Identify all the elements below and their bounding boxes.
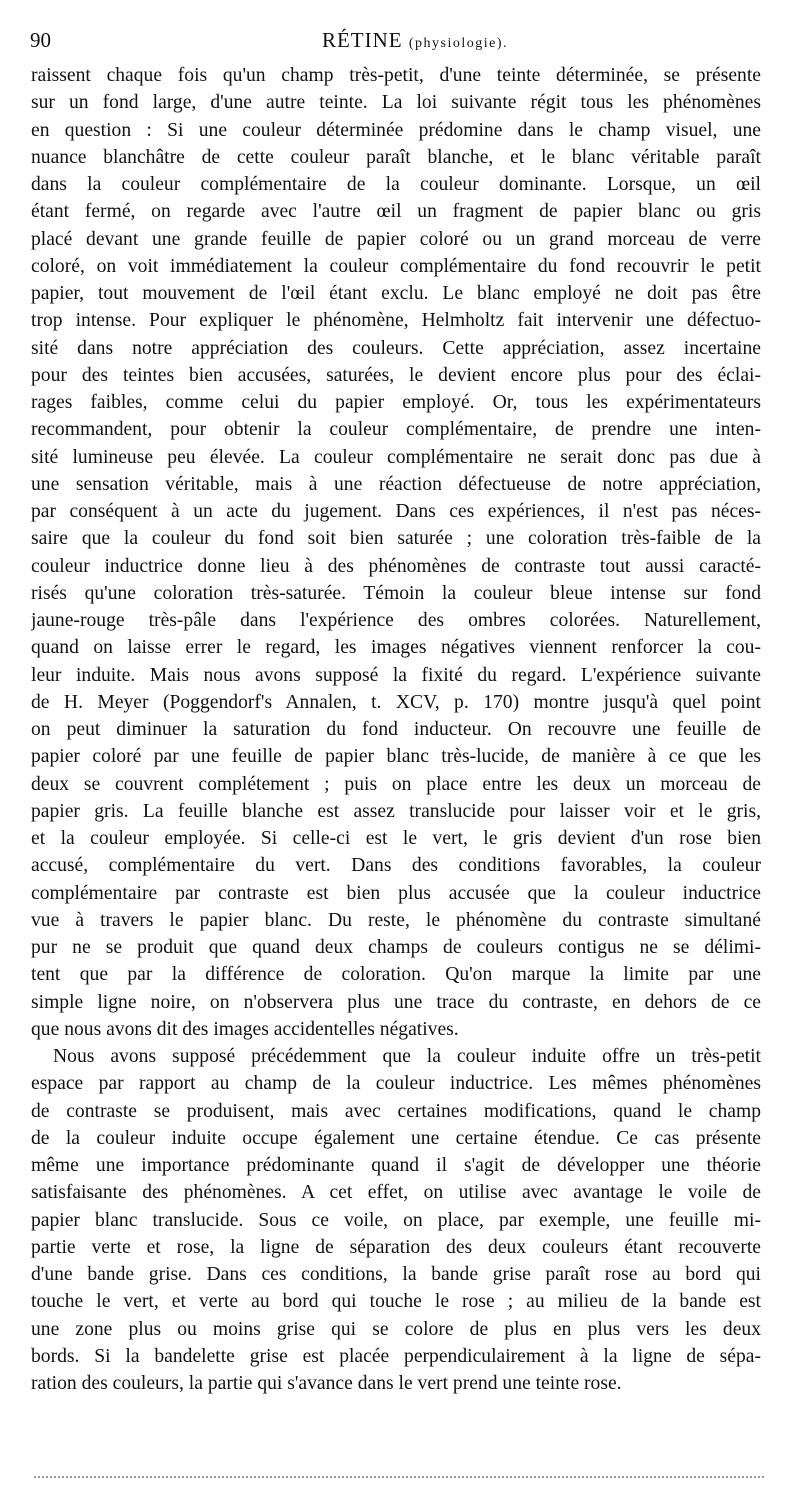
text-line: ration des couleurs, la partie qui s'avance dans le vert prend une teinte rose. (31, 1373, 622, 1394)
text-line: papier gris. La feuille blanche est assez translucide pour laisser voir et le gris, (31, 800, 761, 822)
text-line: coloré, on voit immédiatement la couleur complémentaire du fond recouvrir le petit (31, 255, 761, 277)
paragraph (31, 62, 761, 1043)
text-line: satisfaisante des phénomènes. A cet effet, on utilise avec avantage le voile de (31, 1182, 761, 1204)
text-line: tent que par la différence de coloration. Qu'on marque la limite par une (31, 964, 761, 986)
text-line: jaune-rouge très-pâle dans l'expérience des ombres colorées. Naturellement, (31, 610, 761, 631)
text-line: Nous avons supposé précédemment que la couleur induite offre un très-petit (53, 1046, 761, 1067)
text-line: pour des teintes bien accusées, saturées, le devient encore plus pour des éclai- (31, 364, 761, 386)
text-line: leur induite. Mais nous avons supposé la fixité du regard. L'expérience suivante (31, 664, 761, 686)
text-line: sité lumineuse peu élevée. La couleur complémentaire ne serait donc pas due à (31, 446, 761, 468)
text-line: quand on laisse errer le regard, les images négatives viennent renforcer la cou- (31, 637, 761, 659)
text-line: papier blanc translucide. Sous ce voile, on place, par exemple, une feuille mi- (31, 1209, 761, 1231)
running-header (0, 22, 800, 56)
text-line: par conséquent à un acte du jugement. Dans ces expériences, il n'est pas néces- (31, 501, 761, 522)
text-line: simple ligne noire, on n'observera plus une trace du contraste, en dehors de ce (31, 991, 761, 1013)
text-line: touche le vert, et verte au bord qui touche le rose ; au milieu de la bande est (31, 1291, 761, 1313)
text-line: en question : Si une couleur déterminée prédomine dans le champ visuel, une (31, 119, 761, 141)
running-title-main: RÉTINE (321, 28, 403, 52)
running-title-sub: (physiologie). (408, 36, 509, 51)
text-line: que nous avons dit des images accidentelles négatives. (31, 1018, 459, 1040)
text-line: sité dans notre appréciation des couleurs. Cette appréciation, assez incertaine (31, 337, 761, 359)
paragraph (31, 1043, 761, 1397)
text-line: trop intense. Pour expliquer le phénomène, Helmholtz fait intervenir une défectuo- (31, 310, 761, 332)
text-line: raissent chaque fois qu'un champ très-petit, d'une teinte déterminée, se présente (31, 65, 761, 86)
text-line: saire que la couleur du fond soit bien saturée ; une coloration très-faible de la (31, 528, 761, 550)
text-line: dans la couleur complémentaire de la couleur dominante. Lorsque, un œil (31, 174, 761, 195)
text-line: rages faibles, comme celui du papier employé. Or, tous les expérimentateurs (31, 392, 761, 413)
text-line: espace par rapport au champ de la couleur inductrice. Les mêmes phénomènes (31, 1073, 761, 1095)
text-line: papier coloré par une feuille de papier blanc très-lucide, de manière à ce que les (31, 746, 761, 768)
text-line: recommandent, pour obtenir la couleur complémentaire, de prendre une inten- (31, 419, 761, 441)
text-line: étant fermé, on regarde avec l'autre œil un fragment de papier blanc ou gris (31, 201, 761, 223)
text-line: pur ne se produit que quand deux champs de couleurs contigus ne se délimi- (31, 937, 761, 958)
text-line: et la couleur employée. Si celle-ci est le vert, le gris devient d'un rose bien (31, 828, 761, 849)
text-line: nuance blanchâtre de cette couleur paraît blanche, et le blanc véritable paraît (31, 146, 761, 168)
text-line: accusé, complémentaire du vert. Dans des conditions favorables, la couleur (31, 855, 761, 877)
text-line: sur un fond large, d'une autre teinte. La loi suivante régit tous les phénomènes (31, 92, 761, 114)
text-line: une zone plus ou moins grise qui se colore de plus en plus vers les deux (31, 1318, 761, 1340)
text-line: de la couleur induite occupe également une certaine étendue. Ce cas présente (31, 1127, 761, 1149)
text-line: une sensation véritable, mais à une réaction défectueuse de notre appréciation, (31, 473, 761, 495)
text-line: risés qu'une coloration très-saturée. Témoin la couleur bleue intense sur fond (31, 582, 761, 604)
text-line: partie verte et rose, la ligne de séparation des deux couleurs étant recouverte (31, 1236, 761, 1258)
text-line: couleur inductrice donne lieu à des phénomènes de contraste tout aussi caracté- (31, 555, 761, 577)
text-line: de contraste se produisent, mais avec certaines modifications, quand le champ (31, 1100, 761, 1122)
text-line: d'une bande grise. Dans ces conditions, la bande grise paraît rose au bord qui (31, 1264, 761, 1285)
bottom-rule (34, 1476, 764, 1478)
text-line: bords. Si la bandelette grise est placée perpendiculairement à la ligne de sépa- (31, 1345, 761, 1367)
text-line: complémentaire par contraste est bien plus accusée que la couleur inductrice (31, 882, 761, 904)
text-line: vue à travers le papier blanc. Du reste, le phénomène du contraste simultané (31, 909, 761, 931)
page-number: 90 (30, 28, 51, 52)
body-text (31, 62, 761, 1397)
text-line: papier, tout mouvement de l'œil étant exclu. Le blanc employé ne doit pas être (31, 283, 761, 304)
text-line: de H. Meyer (Poggendorf's Annalen, t. XCV, p. 170) montre jusqu'à quel point (31, 691, 761, 713)
text-line: deux se couvrent complétement ; puis on place entre les deux un morceau de (31, 773, 761, 795)
text-line: même une importance prédominante quand il s'agit de développer une théorie (31, 1155, 761, 1176)
text-line: placé devant une grande feuille de papier coloré ou un grand morceau de verre (31, 228, 761, 250)
running-title (0, 28, 800, 53)
text-line: on peut diminuer la saturation du fond inducteur. On recouvre une feuille de (31, 719, 761, 740)
